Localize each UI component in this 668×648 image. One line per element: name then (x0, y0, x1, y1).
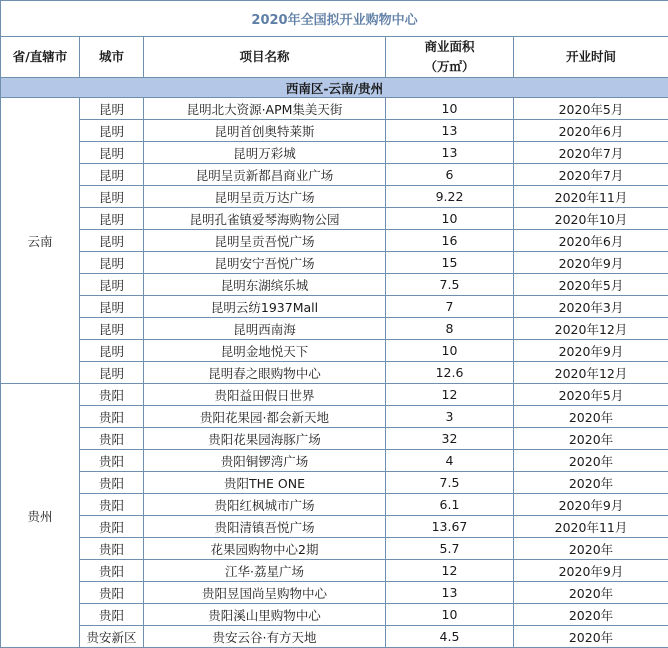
table-title: 2020年全国拟开业购物中心 (1, 1, 668, 37)
project-cell: 贵阳花果园·都会新天地 (144, 406, 386, 428)
header-area-line1: 商业面积 (386, 37, 513, 57)
table-row (1, 142, 668, 164)
table-row (1, 626, 668, 648)
project-cell: 贵阳铜锣湾广场 (144, 450, 386, 472)
project-cell: 昆明云纺1937Mall (144, 296, 386, 318)
opening-cell: 2020年 (514, 626, 668, 648)
table-body (1, 98, 668, 648)
table-row (1, 274, 668, 296)
project-cell: 贵阳昱国尚呈购物中心 (144, 582, 386, 604)
table-row (1, 362, 668, 384)
city-cell: 昆明 (80, 142, 144, 164)
area-cell: 16 (386, 230, 514, 252)
table-row (1, 296, 668, 318)
project-cell: 贵阳红枫城市广场 (144, 494, 386, 516)
project-cell: 贵安云谷·有方天地 (144, 626, 386, 648)
city-cell: 贵阳 (80, 538, 144, 560)
province-cell: 云南 (1, 98, 80, 384)
project-cell: 贵阳花果园海豚广场 (144, 428, 386, 450)
table-row (1, 604, 668, 626)
opening-cell: 2020年9月 (514, 252, 668, 274)
title-row (1, 1, 668, 37)
opening-cell: 2020年5月 (514, 274, 668, 296)
table-row (1, 538, 668, 560)
table-row (1, 450, 668, 472)
project-cell: 昆明万彩城 (144, 142, 386, 164)
area-cell: 32 (386, 428, 514, 450)
area-cell: 12 (386, 384, 514, 406)
area-cell: 6 (386, 164, 514, 186)
opening-cell: 2020年 (514, 582, 668, 604)
header-row (1, 37, 668, 78)
opening-cell: 2020年7月 (514, 142, 668, 164)
area-cell: 7.5 (386, 472, 514, 494)
opening-cell: 2020年10月 (514, 208, 668, 230)
project-cell: 昆明孔雀镇爱琴海购物公园 (144, 208, 386, 230)
opening-cell: 2020年3月 (514, 296, 668, 318)
area-cell: 6.1 (386, 494, 514, 516)
project-cell: 昆明呈贡吾悦广场 (144, 230, 386, 252)
city-cell: 贵阳 (80, 406, 144, 428)
area-cell: 13 (386, 142, 514, 164)
area-cell: 12.6 (386, 362, 514, 384)
city-cell: 昆明 (80, 230, 144, 252)
table-row (1, 472, 668, 494)
opening-cell: 2020年11月 (514, 516, 668, 538)
opening-cell: 2020年6月 (514, 120, 668, 142)
opening-cell: 2020年5月 (514, 384, 668, 406)
opening-cell: 2020年12月 (514, 318, 668, 340)
table-row (1, 340, 668, 362)
area-cell: 3 (386, 406, 514, 428)
project-cell: 江华·荔星广场 (144, 560, 386, 582)
header-province: 省/直辖市 (1, 37, 80, 78)
city-cell: 贵安新区 (80, 626, 144, 648)
city-cell: 贵阳 (80, 604, 144, 626)
city-cell: 昆明 (80, 318, 144, 340)
header-area-line2: （万㎡） (386, 57, 513, 77)
province-cell: 贵州 (1, 384, 80, 648)
project-cell: 花果园购物中心2期 (144, 538, 386, 560)
area-cell: 4 (386, 450, 514, 472)
city-cell: 昆明 (80, 186, 144, 208)
opening-cell: 2020年 (514, 472, 668, 494)
city-cell: 昆明 (80, 340, 144, 362)
table-row (1, 384, 668, 406)
project-cell: 昆明安宁吾悦广场 (144, 252, 386, 274)
table-row (1, 318, 668, 340)
area-cell: 8 (386, 318, 514, 340)
area-cell: 10 (386, 340, 514, 362)
project-cell: 昆明春之眼购物中心 (144, 362, 386, 384)
table-row (1, 516, 668, 538)
city-cell: 贵阳 (80, 384, 144, 406)
city-cell: 贵阳 (80, 582, 144, 604)
table-row (1, 582, 668, 604)
area-cell: 10 (386, 208, 514, 230)
area-cell: 4.5 (386, 626, 514, 648)
city-cell: 昆明 (80, 252, 144, 274)
city-cell: 昆明 (80, 362, 144, 384)
opening-cell: 2020年 (514, 450, 668, 472)
city-cell: 贵阳 (80, 428, 144, 450)
city-cell: 贵阳 (80, 472, 144, 494)
table-row (1, 428, 668, 450)
area-cell: 10 (386, 98, 514, 120)
area-cell: 12 (386, 560, 514, 582)
project-cell: 昆明首创奥特莱斯 (144, 120, 386, 142)
area-cell: 15 (386, 252, 514, 274)
project-cell: 昆明西南海 (144, 318, 386, 340)
city-cell: 贵阳 (80, 450, 144, 472)
table-row (1, 406, 668, 428)
opening-cell: 2020年9月 (514, 340, 668, 362)
table-row (1, 252, 668, 274)
area-cell: 7.5 (386, 274, 514, 296)
table-row (1, 120, 668, 142)
table-row (1, 560, 668, 582)
project-cell: 昆明呈贡万达广场 (144, 186, 386, 208)
project-cell: 昆明金地悦天下 (144, 340, 386, 362)
opening-cell: 2020年 (514, 604, 668, 626)
table-row (1, 186, 668, 208)
table-row (1, 230, 668, 252)
city-cell: 昆明 (80, 120, 144, 142)
project-cell: 贵阳清镇吾悦广场 (144, 516, 386, 538)
opening-cell: 2020年 (514, 428, 668, 450)
project-cell: 贵阳THE ONE (144, 472, 386, 494)
city-cell: 昆明 (80, 164, 144, 186)
project-cell: 昆明东湖缤乐城 (144, 274, 386, 296)
project-cell: 贵阳益田假日世界 (144, 384, 386, 406)
header-project: 项目名称 (144, 37, 386, 78)
opening-cell: 2020年 (514, 406, 668, 428)
project-cell: 昆明呈贡新都昌商业广场 (144, 164, 386, 186)
city-cell: 贵阳 (80, 494, 144, 516)
opening-cell: 2020年11月 (514, 186, 668, 208)
table-row (1, 164, 668, 186)
section-row (1, 78, 668, 98)
table-row (1, 494, 668, 516)
area-cell: 5.7 (386, 538, 514, 560)
opening-cell: 2020年6月 (514, 230, 668, 252)
header-opening: 开业时间 (514, 37, 668, 78)
city-cell: 昆明 (80, 208, 144, 230)
city-cell: 昆明 (80, 274, 144, 296)
area-cell: 13 (386, 120, 514, 142)
header-city: 城市 (80, 37, 144, 78)
city-cell: 昆明 (80, 98, 144, 120)
opening-cell: 2020年9月 (514, 560, 668, 582)
area-cell: 13 (386, 582, 514, 604)
opening-cell: 2020年5月 (514, 98, 668, 120)
opening-cell: 2020年 (514, 538, 668, 560)
city-cell: 昆明 (80, 296, 144, 318)
table-row (1, 98, 668, 120)
header-area (386, 37, 514, 78)
opening-cell: 2020年9月 (514, 494, 668, 516)
project-cell: 贵阳溪山里购物中心 (144, 604, 386, 626)
table-row (1, 208, 668, 230)
city-cell: 贵阳 (80, 516, 144, 538)
area-cell: 9.22 (386, 186, 514, 208)
area-cell: 10 (386, 604, 514, 626)
project-cell: 昆明北大资源·APM集美天街 (144, 98, 386, 120)
opening-cell: 2020年12月 (514, 362, 668, 384)
area-cell: 7 (386, 296, 514, 318)
section-label: 西南区-云南/贵州 (1, 78, 668, 98)
area-cell: 13.67 (386, 516, 514, 538)
opening-cell: 2020年7月 (514, 164, 668, 186)
city-cell: 贵阳 (80, 560, 144, 582)
